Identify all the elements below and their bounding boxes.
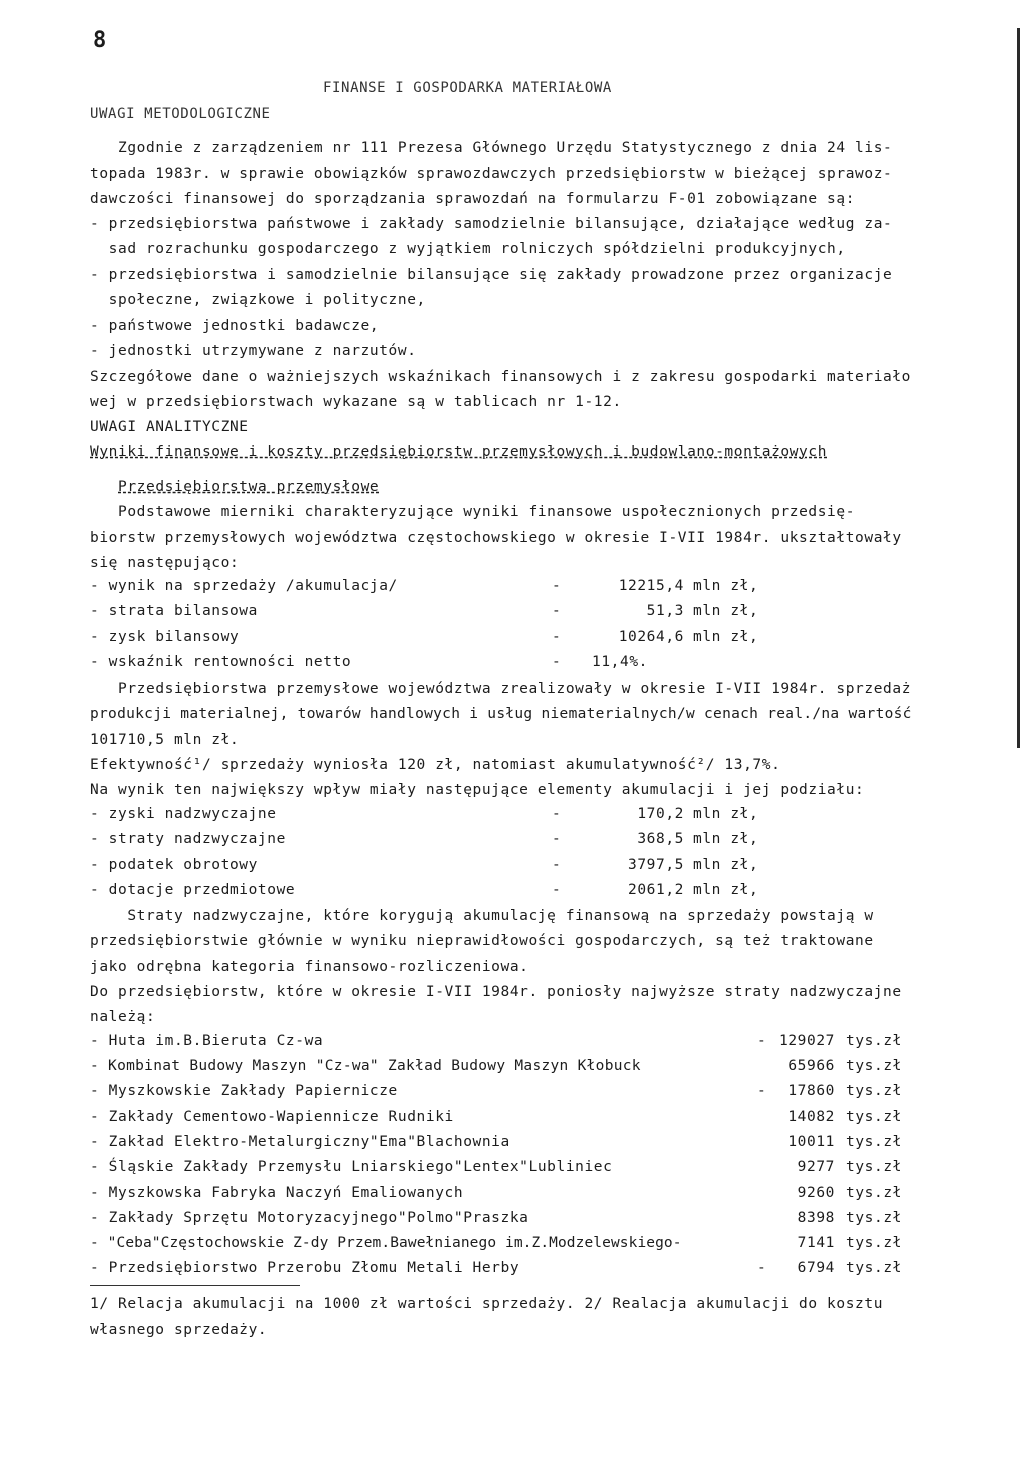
enterprise-name: - Myszkowskie Zakłady Papiernicze xyxy=(90,1083,398,1099)
enterprise-row xyxy=(0,1185,1024,1205)
element-unit: mln zł, xyxy=(693,857,759,873)
enterprise-name: - Zakłady Cementowo-Wapiennicze Rudniki xyxy=(90,1109,454,1125)
footnote: 1/ Relacja akumulacji na 1000 zł wartości sprzedaży. 2/ Realacja akumulacji do kosztu xyxy=(90,1296,884,1312)
enterprise-value: 14082 xyxy=(788,1109,835,1125)
enterprise-value: 9277 xyxy=(797,1159,835,1175)
intro-line: - jednostki utrzymywane z narzutów. xyxy=(90,343,417,359)
page-number: 8 xyxy=(93,28,107,53)
indicator-dash: - xyxy=(552,578,562,594)
enterprise-name: - Zakład Elektro-Metalurgiczny"Ema"Blachownia xyxy=(90,1134,510,1150)
indicator-row xyxy=(0,578,1024,598)
enterprise-value: 9260 xyxy=(797,1185,835,1201)
enterprise-value: 8398 xyxy=(797,1210,835,1226)
enterprise-value: 129027 xyxy=(779,1033,835,1049)
indicator-unit: mln zł, xyxy=(693,629,759,645)
section-title: FINANSE I GOSPODARKA MATERIAŁOWA xyxy=(323,80,612,96)
element-row xyxy=(0,882,1024,902)
indicator-value: 10264,6 xyxy=(618,629,684,645)
intro-line: społeczne, związkowe i polityczne, xyxy=(90,292,426,308)
indicator-value: 51,3 xyxy=(646,603,684,619)
paragraph-line: Przedsiębiorstwa przemysłowe województwa zrealizowały w okresie I-VII 1984r. sprzedaż xyxy=(118,681,912,697)
element-row xyxy=(0,806,1024,826)
enterprise-unit: tys.zł xyxy=(846,1235,902,1251)
intro-line: Szczegółowe dane o ważniejszych wskaźnikach finansowych i z zakresu gospodarki materiało xyxy=(90,369,912,385)
enterprise-name: - Kombinat Budowy Maszyn "Cz-wa" Zakład Budowy Maszyn Kłobuck xyxy=(90,1058,641,1074)
footnote-separator xyxy=(90,1285,300,1286)
indicator-dash: - xyxy=(552,603,562,619)
enterprise-unit: tys.zł xyxy=(846,1083,902,1099)
paragraph-line: Straty nadzwyczajne, które korygują akumulację finansową na sprzedaży powstają w xyxy=(90,908,874,924)
enterprise-unit: tys.zł xyxy=(846,1058,902,1074)
paragraph-line: przedsiębiorstwie głównie w wyniku nieprawidłowości gospodarczych, są też traktowane xyxy=(90,933,874,949)
element-unit: mln zł, xyxy=(693,806,759,822)
indicator-row xyxy=(0,629,1024,649)
indicator-dash: - xyxy=(552,629,562,645)
paragraph-line: Na wynik ten największy wpływ miały następujące elementy akumulacji i jej podziału: xyxy=(90,782,865,798)
indicator-label: - strata bilansowa xyxy=(90,603,258,619)
enterprise-name: - Przedsiębiorstwo Przerobu Złomu Metali Herby xyxy=(90,1260,520,1276)
enterprise-dash: - xyxy=(757,1260,767,1276)
enterprise-unit: tys.zł xyxy=(846,1134,902,1150)
enterprise-value: 10011 xyxy=(788,1134,835,1150)
element-dash: - xyxy=(552,806,562,822)
intro-line: sad rozrachunku gospodarczego z wyjątkiem rolniczych spółdzielni produkcyjnych, xyxy=(90,241,846,257)
intro-line: topada 1983r. w sprawie obowiązków sprawozdawczych przedsiębiorstw w bieżącej sprawoz- xyxy=(90,166,893,182)
paragraph-line: należą: xyxy=(90,1009,156,1025)
element-dash: - xyxy=(552,882,562,898)
paragraph-line: produkcji materialnej, towarów handlowych i usług niematerialnych/w cenach real./na wartość xyxy=(90,706,912,722)
enterprise-row xyxy=(0,1159,1024,1179)
intro-line: Zgodnie z zarządzeniem nr 111 Prezesa Głównego Urzędu Statystycznego z dnia 24 lis- xyxy=(118,140,893,156)
element-label: - zyski nadzwyczajne xyxy=(90,806,277,822)
intro-heading: UWAGI ANALITYCZNE xyxy=(90,419,249,435)
enterprise-row xyxy=(0,1260,1024,1280)
element-label: - dotacje przedmiotowe xyxy=(90,882,296,898)
enterprise-dash: - xyxy=(757,1033,767,1049)
enterprise-unit: tys.zł xyxy=(846,1033,902,1049)
enterprise-unit: tys.zł xyxy=(846,1109,902,1125)
indicator-unit: mln zł, xyxy=(693,603,759,619)
enterprise-value: 17860 xyxy=(788,1083,835,1099)
enterprise-unit: tys.zł xyxy=(846,1159,902,1175)
element-value: 2061,2 xyxy=(628,882,684,898)
enterprise-unit: tys.zł xyxy=(846,1210,902,1226)
element-label: - podatek obrotowy xyxy=(90,857,258,873)
intro-line: - przedsiębiorstwa i samodzielnie bilansujące się zakłady prowadzone przez organizacje xyxy=(90,267,893,283)
indicator-unit: mln zł, xyxy=(693,578,759,594)
enterprise-unit: tys.zł xyxy=(846,1260,902,1276)
subsection-heading: Przedsiębiorstwa przemysłowe xyxy=(118,479,380,495)
intro-line: dawczości finansowej do sporządzania sprawozdań na formularzu F-01 zobowiązane są: xyxy=(90,191,856,207)
enterprise-row xyxy=(0,1033,1024,1053)
paragraph-line: jako odrębna kategoria finansowo-rozliczeniowa. xyxy=(90,959,529,975)
indicator-dash: - xyxy=(552,654,562,670)
element-label: - straty nadzwyczajne xyxy=(90,831,286,847)
paragraph-line: Podstawowe mierniki charakteryzujące wyniki finansowe uspołecznionych przedsię- xyxy=(118,504,856,520)
enterprise-name: - Zakłady Sprzętu Motoryzacyjnego"Polmo"Praszka xyxy=(90,1210,529,1226)
element-value: 368,5 xyxy=(637,831,684,847)
intro-line: - przedsiębiorstwa państwowe i zakłady samodzielnie bilansujące, działające według za- xyxy=(90,216,893,232)
enterprise-row xyxy=(0,1083,1024,1103)
enterprise-name: - "Ceba"Częstochowskie Z-dy Przem.Bawełnianego im.Z.Modzelewskiego- xyxy=(90,1235,682,1251)
enterprise-name: - Myszkowska Fabryka Naczyń Emaliowanych xyxy=(90,1185,464,1201)
indicator-value: 12215,4 xyxy=(618,578,684,594)
element-value: 170,2 xyxy=(637,806,684,822)
enterprise-row xyxy=(0,1058,1024,1078)
enterprise-dash: - xyxy=(757,1083,767,1099)
paragraph-line: biorstw przemysłowych województwa częstochowskiego w okresie I-VII 1984r. ukształtowały xyxy=(90,530,902,546)
enterprise-name: - Huta im.B.Bieruta Cz-wa xyxy=(90,1033,324,1049)
intro-line: - państwowe jednostki badawcze, xyxy=(90,318,380,334)
enterprise-row xyxy=(0,1210,1024,1230)
footnote: własnego sprzedaży. xyxy=(90,1322,268,1338)
indicator-value: 11,4%. xyxy=(592,654,648,670)
element-dash: - xyxy=(552,831,562,847)
enterprise-row xyxy=(0,1134,1024,1154)
paragraph-line: Efektywność¹/ sprzedaży wyniosła 120 zł, natomiast akumulatywność²/ 13,7%. xyxy=(90,757,781,773)
element-dash: - xyxy=(552,857,562,873)
enterprise-value: 6794 xyxy=(797,1260,835,1276)
element-value: 3797,5 xyxy=(628,857,684,873)
paragraph-line: się następująco: xyxy=(90,555,240,571)
indicator-label: - wynik na sprzedaży /akumulacja/ xyxy=(90,578,398,594)
enterprise-row xyxy=(0,1109,1024,1129)
enterprise-unit: tys.zł xyxy=(846,1185,902,1201)
element-unit: mln zł, xyxy=(693,831,759,847)
enterprise-value: 65966 xyxy=(788,1058,835,1074)
indicator-label: - zysk bilansowy xyxy=(90,629,240,645)
element-row xyxy=(0,857,1024,877)
subtitle: UWAGI METODOLOGICZNE xyxy=(90,106,271,122)
indicator-row xyxy=(0,654,1024,674)
indicator-label: - wskaźnik rentowności netto xyxy=(90,654,352,670)
intro-line: wej w przedsiębiorstwach wykazane są w tablicach nr 1-12. xyxy=(90,394,622,410)
indicator-row xyxy=(0,603,1024,623)
enterprise-value: 7141 xyxy=(797,1235,835,1251)
enterprise-row xyxy=(0,1235,1024,1255)
element-unit: mln zł, xyxy=(693,882,759,898)
section-heading: Wyniki finansowe i koszty przedsiębiorstw przemysłowych i budowlano-montażowych xyxy=(90,444,828,460)
enterprise-name: - Śląskie Zakłady Przemysłu Lniarskiego"Lentex"Lubliniec xyxy=(90,1159,613,1175)
element-row xyxy=(0,831,1024,851)
paragraph-line: 101710,5 mln zł. xyxy=(90,732,240,748)
paragraph-line: Do przedsiębiorstw, które w okresie I-VII 1984r. poniosły najwyższe straty nadzwyczajne xyxy=(90,984,902,1000)
